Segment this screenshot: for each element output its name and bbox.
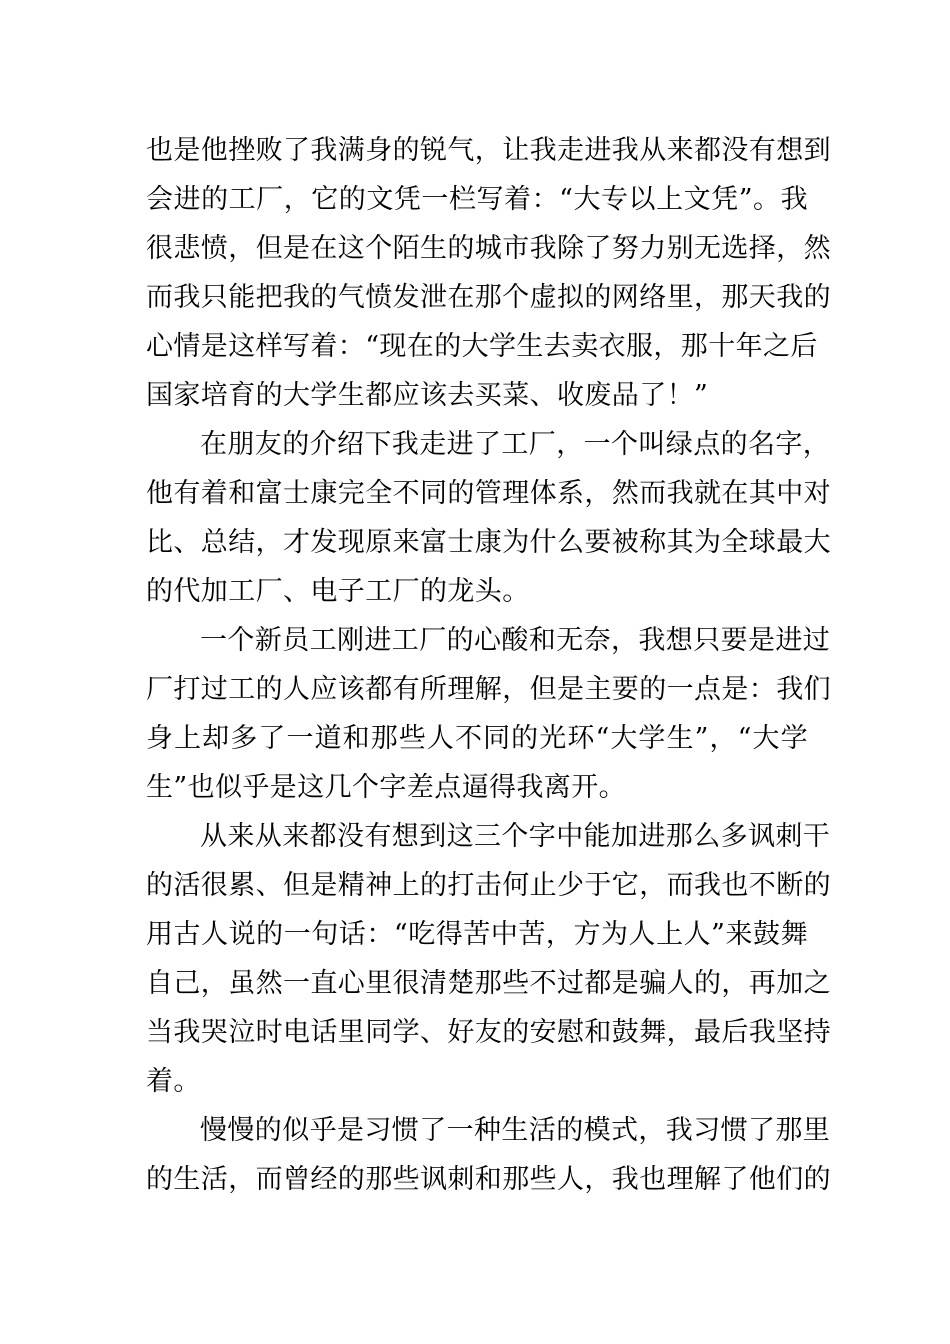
text-line: 在朋友的介绍下我走进了工厂，一个叫绿点的名字，	[200, 429, 831, 460]
paragraph-5	[146, 1106, 831, 1204]
text-line: 心情是这样写着：“现在的大学生去卖衣服，那十年之后	[146, 331, 818, 362]
text-line: 也是他挫败了我满身的锐气，让我走进我从来都没有想到	[146, 135, 831, 166]
text-line: 生”也似乎是这几个字差点逼得我离开。	[146, 772, 627, 803]
text-line: 国家培育的大学生都应该去买菜、收废品了！”	[146, 380, 709, 411]
text-line: 他有着和富士康完全不同的管理体系，然而我就在其中对	[146, 478, 831, 509]
text-line: 当我哭泣时电话里同学、好友的安慰和鼓舞，最后我坚持	[146, 1017, 831, 1048]
text-line: 的生活，而曾经的那些讽刺和那些人，我也理解了他们的	[146, 1164, 831, 1195]
text-line: 比、总结，才发现原来富士康为什么要被称其为全球最大	[146, 527, 831, 558]
text-line: 厂打过工的人应该都有所理解，但是主要的一点是：我们	[146, 674, 831, 705]
paragraph-2	[146, 420, 831, 616]
text-line: 的代加工厂、电子工厂的龙头。	[146, 576, 530, 607]
document-body	[146, 126, 831, 1204]
text-line: 自己，虽然一直心里很清楚那些不过都是骗人的，再加之	[146, 968, 831, 999]
text-line: 很悲愤，但是在这个陌生的城市我除了努力别无选择，然	[146, 233, 831, 264]
text-line: 一个新员工刚进工厂的心酸和无奈，我想只要是进过	[200, 625, 831, 656]
text-line: 慢慢的似乎是习惯了一种生活的模式，我习惯了那里	[200, 1115, 831, 1146]
text-line: 身上却多了一道和那些人不同的光环“大学生”，“大学	[146, 723, 808, 754]
text-line: 的活很累、但是精神上的打击何止少于它，而我也不断的	[146, 870, 831, 901]
text-line: 着。	[146, 1066, 201, 1097]
text-line: 会进的工厂，它的文凭一栏写着：“大专以上文凭”。我	[146, 184, 808, 215]
paragraph-4	[146, 812, 831, 1106]
paragraph-3	[146, 616, 831, 812]
paragraph-1	[146, 126, 831, 420]
text-line: 从来从来都没有想到这三个字中能加进那么多讽刺干	[200, 821, 831, 852]
text-line: 而我只能把我的气愤发泄在那个虚拟的网络里，那天我的	[146, 282, 831, 313]
text-line: 用古人说的一句话：“吃得苦中苦，方为人上人”来鼓舞	[146, 919, 808, 950]
